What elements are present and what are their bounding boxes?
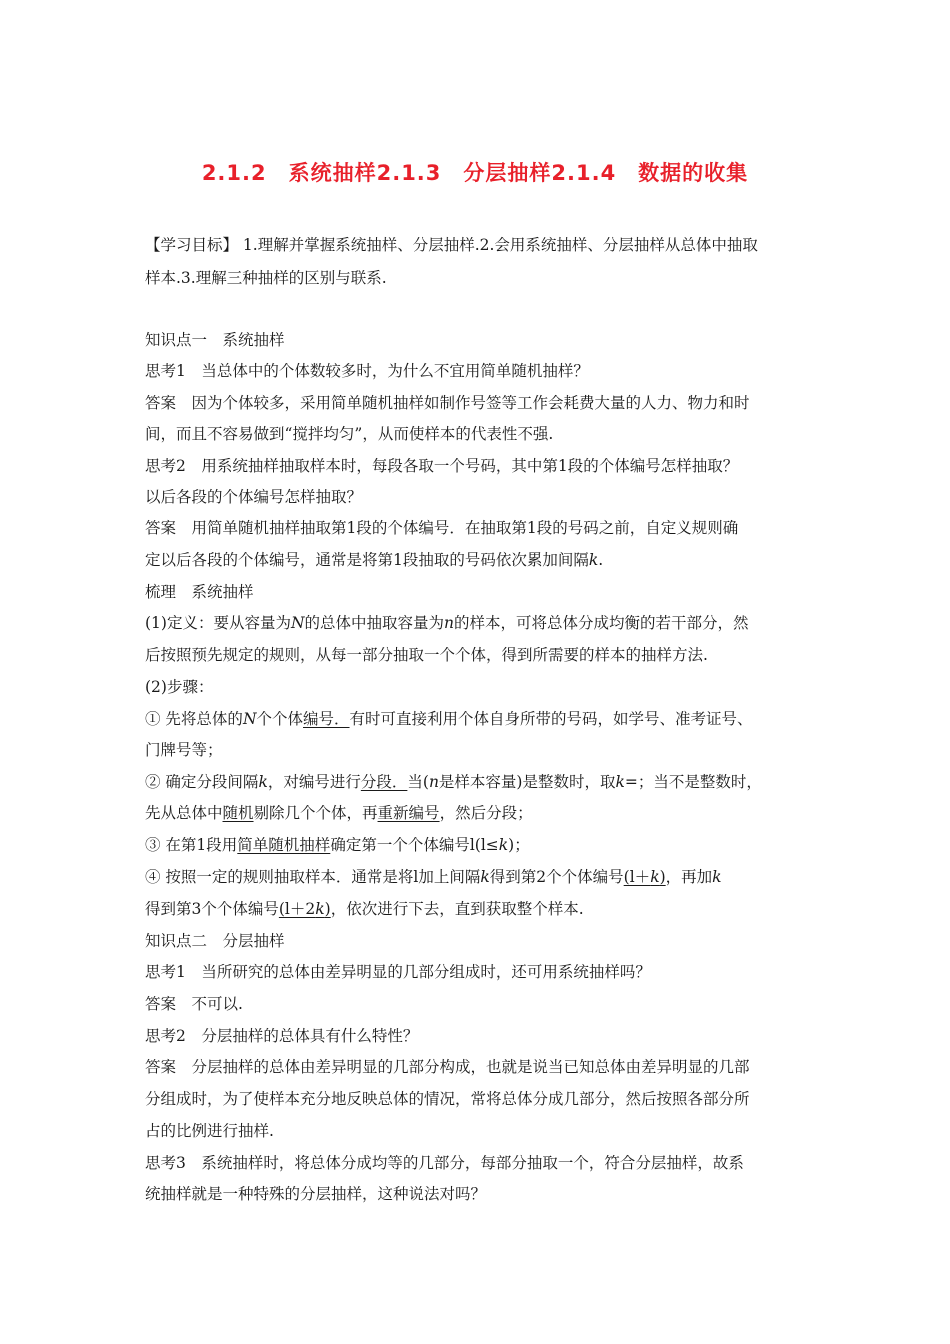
- answer-line: 分组成时，为了使样本充分地反映总体的情况，常将总体分成几部分，然后按照各部分所: [145, 1090, 750, 1108]
- answer-line: 答案 不可以.: [145, 995, 243, 1013]
- question-line: 以后各段的个体编号怎样抽取？: [145, 488, 363, 506]
- page-title: 2.1.2 系统抽样2.1.3 分层抽样2.1.4 数据的收集: [201, 161, 749, 185]
- answer-line: 间，而且不容易做到“搅拌均匀”，从而使样本的代表性不强.: [145, 425, 554, 443]
- answer-line: 答案 用简单随机抽样抽取第1段的个体编号．在抽取第1段的号码之前，自定义规则确: [145, 519, 739, 537]
- step-line: 先从总体中随机剔除几个个体，再重新编号，然后分段；: [145, 804, 533, 822]
- question-line: 统抽样就是一种特殊的分层抽样，这种说法对吗？: [145, 1185, 487, 1203]
- summary-heading: 梳理 系统抽样: [145, 583, 254, 601]
- answer-line: 占的比例进行抽样.: [145, 1122, 274, 1140]
- question-line: 思考3 系统抽样时，将总体分成均等的几部分，每部分抽取一个，符合分层抽样，故系: [145, 1154, 744, 1172]
- learning-objectives-line: 【学习目标】 1.理解并掌握系统抽样、分层抽样.2.会用系统抽样、分层抽样从总体中抽取: [145, 236, 758, 254]
- learning-objectives-line: 样本.3.理解三种抽样的区别与联系.: [145, 269, 387, 287]
- step-line: ③ 在第1段用简单随机抽样确定第一个个体编号l(l≤k)；: [145, 836, 530, 854]
- definition-line: 后按照预先规定的规则，从每一部分抽取一个个体，得到所需要的样本的抽样方法.: [145, 646, 708, 664]
- step-line: ① 先将总体的N个个体编号．有时可直接利用个体自身所带的号码，如学号、准考证号、: [145, 710, 753, 728]
- question-line: 思考2 分层抽样的总体具有什么特性？: [145, 1027, 419, 1045]
- answer-line: 答案 因为个体较多，采用简单随机抽样如制作号签等工作会耗费大量的人力、物力和时: [145, 394, 750, 412]
- section-heading: 知识点二 分层抽样: [145, 932, 285, 950]
- question-line: 思考1 当所研究的总体由差异明显的几部分组成时，还可用系统抽样吗？: [145, 963, 651, 981]
- definition-line: (1)定义：要从容量为N的总体中抽取容量为n的样本，可将总体分成均衡的若干部分，然: [145, 614, 749, 632]
- step-line: 得到第3个个体编号(l＋2k)，依次进行下去，直到获取整个样本.: [145, 900, 584, 918]
- step-line: ② 确定分段间隔k，对编号进行分段．当(n是样本容量)是整数时，取k=；当不是整数时，: [145, 773, 762, 791]
- step-line: ④ 按照一定的规则抽取样本．通常是将l加上间隔k得到第2个个体编号(l＋k)，再加k: [145, 868, 722, 886]
- section-heading: 知识点一 系统抽样: [145, 331, 285, 349]
- question-line: 思考2 用系统抽样抽取样本时，每段各取一个号码，其中第1段的个体编号怎样抽取？: [145, 457, 739, 475]
- steps-heading: (2)步骤：: [145, 678, 214, 696]
- question-line: 思考1 当总体中的个体数较多时，为什么不宜用简单随机抽样？: [145, 362, 589, 380]
- answer-line: 定以后各段的个体编号，通常是将第1段抽取的号码依次累加间隔k.: [145, 551, 604, 569]
- answer-line: 答案 分层抽样的总体由差异明显的几部分构成，也就是说当已知总体由差异明显的几部: [145, 1058, 750, 1076]
- step-line: 门牌号等；: [145, 741, 223, 759]
